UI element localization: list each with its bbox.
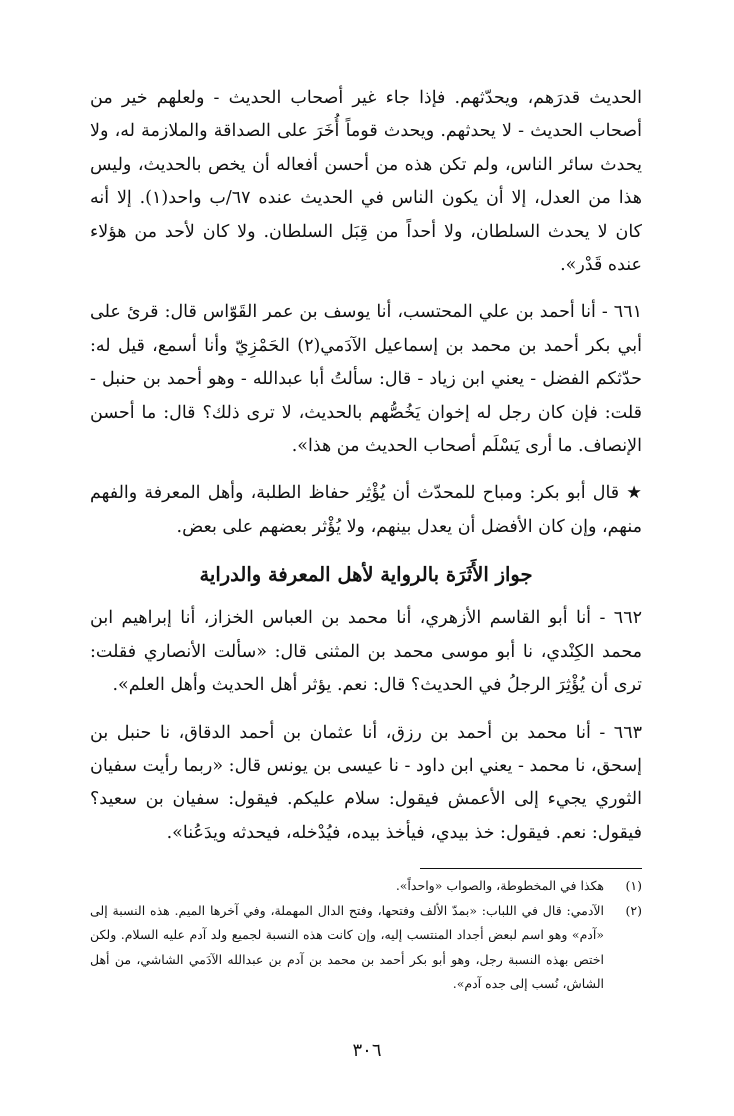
main-text — [90, 82, 642, 864]
footnote-text: الآدمي: قال في اللباب: «بمدّ الألف وفتحها، وفتح الدال المهملة، وفي آخرها الميم. هذه النسبة إلى «آدم» وهو اسم لبعض أجداد المنتسب إليه، وإن كانت هذه النسبة لجميع ولد آدم عليه السلام. ولكن اختص بهذه النسبة رجل، وهو أبو بكر أحمد بن محمد بن آدم بن عبدالله الآدَمي الشاشي، من أهل الشاش، نُسب إلى جده آدم». — [90, 902, 604, 991]
page-number: ٣٠٦ — [352, 1040, 382, 1061]
paragraph-661: ٦٦١ - أنا أحمد بن علي المحتسب، أنا يوسف بن عمر القَوّاس قال: قرئ على أبي بكر أحمد بن محمد بن إسماعيل الآدَمي(٢) الحَمْزِيّ وأنا أسمع، قيل له: حدّثكم الفضل - يعني ابن زياد - قال: سألتُ أبا عبدالله - وهو أحمد بن حنبل - قلت: فإن كان رجل له إخوان يَخُصُّهم بالحديث، لا ترى ذلك؟ قال: ما أحسن الإنصاف. ما أرى يَسْلَم أصحاب الحديث من هذا». — [90, 302, 642, 457]
footnote-text: هكذا في المخطوطة، والصواب «واحداً». — [395, 878, 604, 893]
footnote-2 — [90, 899, 642, 997]
footnote-number: (١) — [625, 878, 642, 893]
footnote-divider — [420, 868, 642, 869]
paragraph-663: ٦٦٣ - أنا محمد بن أحمد بن رزق، أنا عثمان بن أحمد الدقاق، نا حنبل بن إسحق، نا محمد - يعني ابن داود - نا عيسى بن يونس قال: «ربما رأيت سفيان الثوري يجيء إلى الأعمش فيقول: سلام عليكم. فيقول: سفيان بن سعيد؟ فيقول: نعم. فيقول: خذ بيدي، فيأخذ بيده، فيُدْخله، فيحدثه ويدَعُنا». — [90, 722, 642, 843]
footnotes — [90, 874, 642, 997]
paragraph-author-note: ★ قال أبو بكر: ومباح للمحدّث أن يُؤْثِر حفاظ الطلبة، وأهل المعرفة والفهم منهم، وإن كان الأفضل أن يعدل بينهم، ولا يُؤْثر بعضهم على بعض. — [90, 483, 642, 537]
footnote-1 — [90, 874, 642, 899]
paragraph-continuation: الحديث قدرَهم، ويحدّثهم. فإذا جاء غير أصحاب الحديث - ولعلهم خير من أصحاب الحديث - لا يحدثهم. ويحدث قوماً أُخَرَ على الصداقة والملازمة له، ولا يحدث سائر الناس، ولم تكن هذه من أحسن أفعاله أن يخص بالحديث، وليس هذا من العدل، إلا أن يكون الناس في الحديث عنده ٦٧/ب واحد(١). إلا أنه كان لا يحدث السلطان، ولا أحداً من قِبَل السلطان. ولا كان لأحد من هؤلاء عنده قَدْر». — [90, 88, 642, 276]
section-heading: جواز الأَثَرَة بالرواية لأهل المعرفة والدراية — [199, 563, 533, 587]
paragraph-662: ٦٦٢ - أنا أبو القاسم الأزهري، أنا محمد بن العباس الخزاز، أنا إبراهيم ابن محمد الكِنْدي، نا أبو موسى محمد بن المثنى قال: «سألت الأنصاري فقلت: ترى أن يُؤْثِرَ الرجلُ في الحديث؟ قال: نعم. يؤثر أهل الحديث وأهل العلم». — [90, 608, 642, 696]
footnote-number: (٢) — [625, 902, 642, 918]
